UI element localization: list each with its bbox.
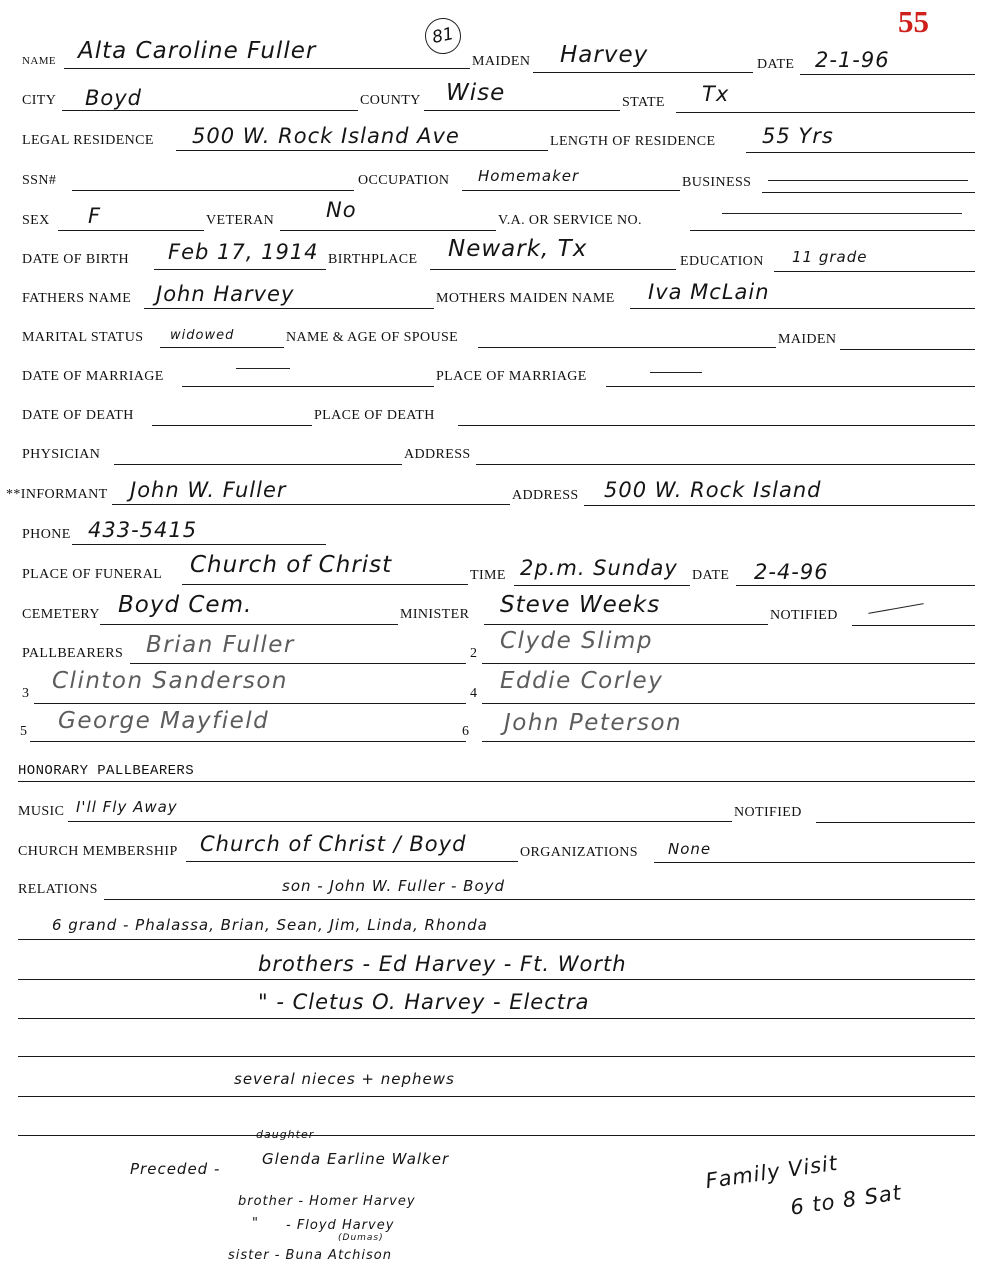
page-number: 55 (898, 4, 929, 39)
family-visit-time: 6 to 8 Sat (788, 1180, 904, 1220)
education-line (774, 271, 975, 272)
relations-line-6 (18, 1096, 975, 1097)
pallbearer-5-value: George Mayfield (58, 708, 270, 734)
relations-brother-1: brothers - Ed Harvey - Ft. Worth (258, 952, 627, 976)
relations-son: son - John W. Fuller - Boyd (282, 877, 506, 895)
city-value: Boyd (85, 86, 143, 110)
county-line (424, 110, 620, 111)
funeral-date-line (736, 585, 975, 586)
legal-residence-value: 500 W. Rock Island Ave (192, 124, 460, 148)
preceded-sister: sister - Buna Atchison (228, 1248, 393, 1263)
organizations-label: ORGANIZATIONS (520, 845, 638, 860)
pallbearer-2-line (482, 663, 975, 664)
place-of-funeral-line (182, 584, 468, 585)
pallbearer-1-line (130, 663, 466, 664)
place-of-funeral-value: Church of Christ (190, 552, 393, 578)
pallbearer-6-value: John Peterson (504, 710, 683, 736)
occupation-label: OCCUPATION (358, 173, 450, 188)
time-line (514, 585, 690, 586)
notified-checkmark (868, 603, 923, 614)
birthplace-line (430, 269, 676, 270)
relations-brother-2: " - Cletus O. Harvey - Electra (258, 990, 590, 1014)
spouse-maiden-label: MAIDEN (778, 332, 837, 347)
business-label: BUSINESS (682, 175, 752, 190)
state-line (676, 112, 975, 113)
mothers-maiden-name-value: Iva McLain (648, 280, 770, 304)
business-line (762, 192, 975, 193)
place-of-funeral-label: PLACE OF FUNERAL (22, 567, 163, 582)
pallbearer-2-value: Clyde Slimp (500, 628, 654, 654)
mothers-maiden-name-line (630, 308, 975, 309)
place-of-death-line (458, 425, 975, 426)
marital-status-value: widowed (170, 328, 235, 343)
date-label: DATE (757, 57, 795, 72)
date-of-death-label: DATE OF DEATH (22, 408, 134, 423)
business-blank-dash (768, 180, 968, 181)
pallbearer-5-line (30, 741, 466, 742)
birthplace-value: Newark, Tx (448, 236, 588, 262)
music-label: MUSIC (18, 804, 65, 819)
state-label: STATE (622, 95, 665, 110)
county-value: Wise (446, 80, 506, 106)
cemetery-value: Boyd Cem. (118, 592, 253, 618)
fathers-name-label: FATHERS NAME (22, 291, 132, 306)
date-of-marriage-line (182, 386, 434, 387)
time-value: 2p.m. Sunday (520, 556, 678, 580)
pallbearer-3-number: 3 (22, 686, 30, 701)
church-membership-line (186, 861, 518, 862)
sex-label: SEX (22, 213, 50, 228)
length-of-residence-value: 55 Yrs (762, 124, 834, 148)
relations-grandchildren: 6 grand - Phalassa, Brian, Sean, Jim, Linda, Rhonda (52, 916, 488, 934)
mothers-maiden-name-label: MOTHERS MAIDEN NAME (436, 291, 615, 306)
preceded-brother-2: - Floyd Harvey (286, 1218, 395, 1233)
honorary-pallbearers-line (18, 781, 975, 782)
physician-address-line (476, 464, 975, 465)
date-of-marriage-label: DATE OF MARRIAGE (22, 369, 164, 384)
pallbearer-3-value: Clinton Sanderson (52, 668, 289, 694)
place-of-death-label: PLACE OF DEATH (314, 408, 435, 423)
relations-line-3 (18, 979, 975, 980)
phone-label: PHONE (22, 527, 71, 542)
city-line (62, 110, 358, 111)
honorary-pallbearers-label: HONORARY PALLBEARERS (18, 763, 195, 779)
relations-label: RELATIONS (18, 882, 98, 897)
sex-value: F (88, 204, 102, 228)
physician-line (114, 464, 402, 465)
minister-value: Steve Weeks (500, 592, 661, 618)
length-of-residence-label: LENGTH OF RESIDENCE (550, 134, 716, 149)
notified-label: NOTIFIED (770, 608, 838, 623)
cemetery-line (100, 624, 398, 625)
marital-status-label: MARITAL STATUS (22, 330, 144, 345)
date-line (800, 74, 975, 75)
informant-value: John W. Fuller (130, 478, 287, 502)
informant-address-line (584, 505, 975, 506)
va-service-label: V.A. OR SERVICE NO. (498, 213, 642, 228)
spouse-line (478, 347, 776, 348)
daughter-note: daughter (256, 1128, 315, 1141)
relations-line-2 (18, 939, 975, 940)
phone-line (72, 544, 326, 545)
date-of-birth-line (154, 269, 326, 270)
date-of-death-line (152, 425, 312, 426)
pallbearer-3-line (34, 703, 466, 704)
maiden-line (533, 72, 753, 73)
maiden-label: MAIDEN (472, 54, 531, 69)
preceded-label: Preceded - (130, 1160, 221, 1178)
relations-line-4 (18, 1018, 975, 1019)
education-value: 11 grade (792, 248, 868, 266)
cemetery-label: CEMETERY (22, 607, 100, 622)
fathers-name-value: John Harvey (156, 282, 295, 306)
sex-line (58, 230, 204, 231)
pallbearer-4-value: Eddie Corley (500, 668, 664, 694)
minister-line (484, 624, 768, 625)
place-of-marriage-label: PLACE OF MARRIAGE (436, 369, 587, 384)
ssn-line (72, 190, 354, 191)
music-notified-line (816, 822, 975, 823)
minister-label: MINISTER (400, 607, 470, 622)
physician-address-label: ADDRESS (404, 447, 471, 462)
veteran-label: VETERAN (206, 213, 275, 228)
pallbearer-5-number: 5 (20, 724, 28, 739)
circled-record-number: 81 (422, 15, 465, 58)
pallbearers-label: PALLBEARERS (22, 646, 124, 661)
state-value: Tx (702, 82, 730, 106)
place-of-marriage-line (606, 386, 975, 387)
informant-address-label: ADDRESS (512, 488, 579, 503)
occupation-value: Homemaker (478, 167, 580, 185)
spouse-maiden-line (840, 349, 975, 350)
relations-line-5 (18, 1056, 975, 1057)
county-label: COUNTY (360, 93, 421, 108)
pallbearer-1-value: Brian Fuller (146, 632, 295, 658)
physician-label: PHYSICIAN (22, 447, 101, 462)
relations-line-7 (18, 1135, 975, 1136)
music-notified-label: NOTIFIED (734, 805, 802, 820)
organizations-value: None (668, 840, 712, 858)
funeral-date-value: 2-4-96 (754, 560, 829, 584)
preceded-brother-2-mark: " (252, 1216, 259, 1231)
music-line (68, 821, 732, 822)
church-membership-value: Church of Christ / Boyd (200, 832, 467, 856)
pallbearer-4-line (482, 703, 975, 704)
relations-line-1 (104, 899, 975, 900)
name-age-spouse-label: NAME & AGE OF SPOUSE (286, 330, 459, 345)
va-blank-dash (722, 213, 962, 214)
preceded-brother-1: brother - Homer Harvey (238, 1194, 416, 1209)
time-label: TIME (470, 568, 506, 583)
music-value: I'll Fly Away (76, 798, 178, 816)
date-of-birth-label: DATE OF BIRTH (22, 252, 130, 267)
pallbearer-4-number: 4 (470, 686, 478, 701)
birthplace-label: BIRTHPLACE (328, 252, 418, 267)
veteran-line (280, 230, 496, 231)
preceded-daughter: Glenda Earline Walker (262, 1150, 450, 1168)
name-value: Alta Caroline Fuller (78, 38, 317, 64)
legal-residence-line (176, 150, 548, 151)
funeral-date-label: DATE (692, 568, 730, 583)
informant-label: **INFORMANT (6, 487, 108, 502)
date-value: 2-1-96 (815, 48, 890, 72)
family-visit-note: Family Visit (703, 1150, 840, 1194)
preceded-brother-2-location: (Dumas) (338, 1233, 384, 1243)
pallbearer-6-line (482, 741, 975, 742)
organizations-line (654, 862, 975, 863)
church-membership-label: CHURCH MEMBERSHIP (18, 844, 178, 859)
ssn-label: SSN# (22, 173, 57, 188)
maiden-value: Harvey (560, 42, 649, 68)
date-of-marriage-dash (236, 368, 290, 369)
city-label: CITY (22, 93, 57, 108)
name-label: NAME (22, 55, 56, 67)
education-label: EDUCATION (680, 254, 764, 269)
marital-status-line (160, 347, 284, 348)
date-of-birth-value: Feb 17, 1914 (168, 240, 319, 264)
va-service-line (690, 230, 975, 231)
place-of-marriage-dash (650, 372, 702, 373)
pallbearer-2-number: 2 (470, 646, 478, 661)
fathers-name-line (144, 308, 434, 309)
veteran-value: No (326, 198, 357, 222)
notified-line (852, 625, 975, 626)
name-line (64, 68, 470, 69)
occupation-line (462, 190, 680, 191)
legal-residence-label: LEGAL RESIDENCE (22, 133, 154, 148)
informant-line (112, 504, 510, 505)
phone-value: 433-5415 (88, 518, 198, 542)
pallbearer-6-number: 6 (462, 724, 470, 739)
relations-nieces-nephews: several nieces + nephews (234, 1070, 455, 1088)
length-of-residence-line (746, 152, 975, 153)
informant-address-value: 500 W. Rock Island (604, 478, 822, 502)
